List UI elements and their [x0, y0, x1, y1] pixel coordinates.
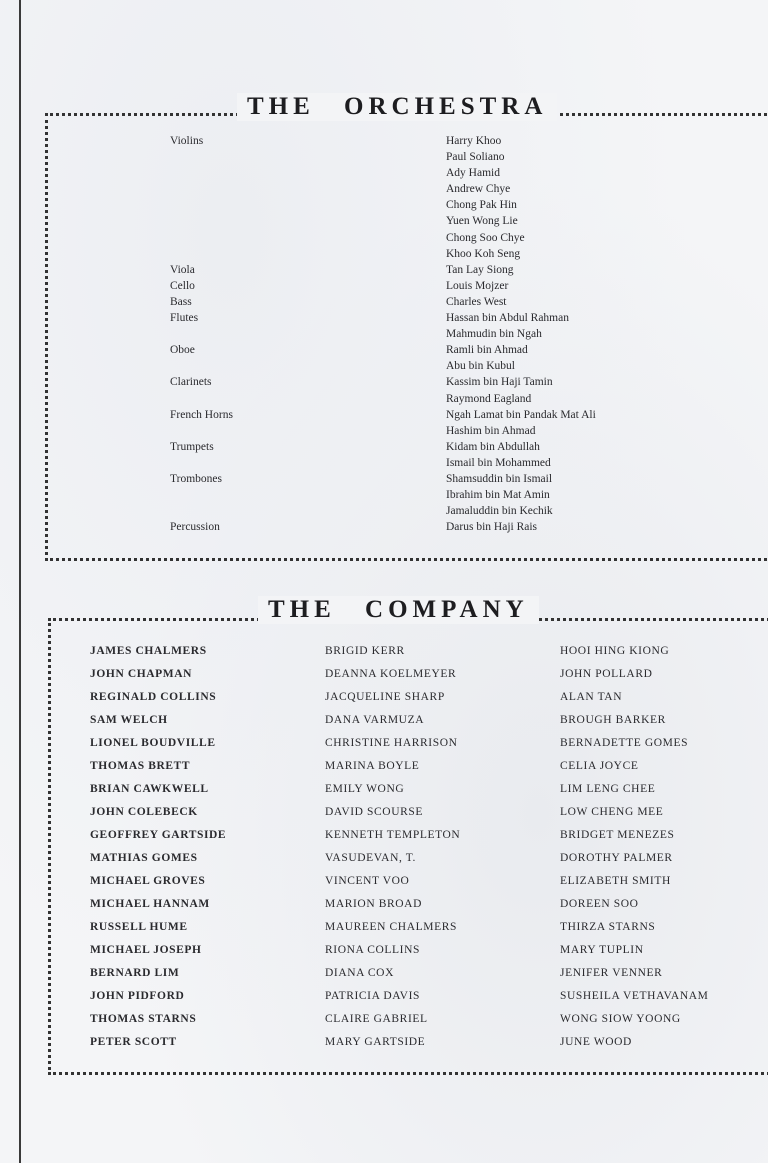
musician-name: Kidam bin Abdullah — [446, 440, 540, 453]
cast-member-name: MARY GARTSIDE — [325, 1036, 426, 1048]
cast-member-name: SAM WELCH — [90, 714, 168, 726]
cast-member-name: MATHIAS GOMES — [90, 852, 198, 864]
musician-name: Mahmudin bin Ngah — [446, 328, 542, 341]
cast-member-name: SUSHEILA VETHAVANAM — [560, 990, 709, 1002]
cast-member-name: DOROTHY PALMER — [560, 852, 673, 864]
cast-member-name: THOMAS BRETT — [90, 760, 191, 772]
cast-member-name: PATRICIA DAVIS — [325, 990, 420, 1002]
cast-member-name: JENIFER VENNER — [560, 967, 663, 979]
cast-member-name: MARION BROAD — [325, 898, 422, 910]
musician-name: Ramli bin Ahmad — [446, 344, 528, 357]
cast-member-name: MARY TUPLIN — [560, 944, 644, 956]
cast-member-name: THIRZA STARNS — [560, 921, 656, 933]
musician-name: Harry Khoo — [446, 135, 502, 147]
musician-name: Khoo Koh Seng — [446, 247, 521, 260]
cast-member-name: MAUREEN CHALMERS — [325, 921, 457, 933]
instrument-label — [170, 326, 446, 342]
instrument-label: Clarinets — [170, 376, 212, 389]
cast-member-name: DEANNA KOELMEYER — [325, 668, 457, 680]
cast-member-name: RUSSELL HUME — [90, 921, 188, 933]
company-column — [325, 641, 560, 1055]
instrument-label — [170, 487, 446, 503]
orchestra-row — [170, 294, 730, 310]
cast-member-name: JOHN CHAPMAN — [90, 668, 193, 680]
instrument-label: Oboe — [170, 344, 195, 357]
company-column — [90, 641, 325, 1055]
orchestra-row — [170, 181, 730, 197]
musician-name: Abu bin Kubul — [446, 360, 515, 373]
cast-member-name: EMILY WONG — [325, 783, 405, 795]
musician-name: Ngah Lamat bin Pandak Mat Ali — [446, 408, 596, 421]
instrument-label — [170, 503, 446, 519]
cast-member-name: BRIAN CAWKWELL — [90, 783, 209, 795]
musician-name: Chong Soo Chye — [446, 231, 525, 244]
orchestra-row — [170, 487, 730, 503]
cast-member-name: LIONEL BOUDVILLE — [90, 737, 216, 749]
cast-member-name: JUNE WOOD — [560, 1036, 632, 1048]
orchestra-row — [170, 391, 730, 407]
musician-name: Ibrahim bin Mat Amin — [446, 489, 550, 502]
cast-member-name: JAMES CHALMERS — [90, 645, 207, 657]
cast-member-name: WONG SIOW YOONG — [560, 1013, 681, 1025]
musician-name: Jamaluddin bin Kechik — [446, 505, 553, 518]
instrument-label — [170, 149, 446, 165]
cast-member-name: RIONA COLLINS — [325, 944, 421, 956]
orchestra-row — [170, 471, 730, 487]
cast-member-name: BRIDGET MENEZES — [560, 829, 675, 841]
orchestra-row — [170, 342, 730, 358]
musician-name: Ismail bin Mohammed — [446, 456, 551, 469]
cast-member-name: MICHAEL GROVES — [90, 875, 206, 887]
cast-member-name: CELIA JOYCE — [560, 760, 639, 772]
instrument-label — [170, 181, 446, 197]
cast-member-name: MICHAEL JOSEPH — [90, 944, 202, 956]
binding-edge — [19, 0, 21, 1163]
musician-name: Hashim bin Ahmad — [446, 424, 536, 437]
orchestra-row — [170, 439, 730, 455]
orchestra-row — [170, 213, 730, 229]
cast-member-name: LIM LENG CHEE — [560, 783, 656, 795]
instrument-label — [170, 358, 446, 374]
musician-name: Kassim bin Haji Tamin — [446, 376, 553, 389]
instrument-label — [170, 391, 446, 407]
cast-member-name: ALAN TAN — [560, 691, 623, 703]
cast-member-name: BRIGID KERR — [325, 645, 405, 657]
musician-name: Louis Mojzer — [446, 279, 509, 292]
instrument-label — [170, 230, 446, 246]
instrument-label: Viola — [170, 263, 195, 276]
cast-member-name: VINCENT VOO — [325, 875, 410, 887]
cast-member-name: CLAIRE GABRIEL — [325, 1013, 428, 1025]
orchestra-row — [170, 246, 730, 262]
musician-name: Raymond Eagland — [446, 392, 532, 405]
cast-member-name: DANA VARMUZA — [325, 714, 425, 726]
cast-member-name: LOW CHENG MEE — [560, 806, 664, 818]
musician-name: Shamsuddin bin Ismail — [446, 472, 553, 485]
orchestra-row — [170, 149, 730, 165]
cast-member-name: DOREEN SOO — [560, 898, 639, 910]
cast-member-name: MICHAEL HANNAM — [90, 898, 210, 910]
instrument-label: Trumpets — [170, 440, 214, 453]
orchestra-row — [170, 503, 730, 519]
musician-name: Darus bin Haji Rais — [446, 521, 538, 534]
musician-name: Chong Pak Hin — [446, 199, 517, 212]
orchestra-row — [170, 278, 730, 294]
musician-name: Yuen Wong Lie — [446, 215, 518, 228]
instrument-label — [170, 423, 446, 439]
cast-member-name: VASUDEVAN, T. — [325, 852, 416, 864]
cast-member-name: JACQUELINE SHARP — [325, 691, 445, 703]
cast-member-name: BROUGH BARKER — [560, 714, 666, 726]
orchestra-row — [170, 197, 730, 213]
cast-member-name: CHRISTINE HARRISON — [325, 737, 458, 749]
instrument-label: Violins — [170, 135, 204, 147]
musician-name: Ady Hamid — [446, 167, 500, 180]
orchestra-row — [170, 358, 730, 374]
orchestra-row — [170, 407, 730, 423]
instrument-label: Trombones — [170, 472, 222, 485]
cast-member-name: HOOI HING KIONG — [560, 645, 670, 657]
instrument-label: Flutes — [170, 312, 199, 325]
instrument-label: Percussion — [170, 521, 220, 534]
company-heading: THE COMPANY — [258, 596, 539, 624]
instrument-label: French Horns — [170, 408, 233, 421]
orchestra-row — [170, 262, 730, 278]
cast-member-name: THOMAS STARNS — [90, 1013, 197, 1025]
cast-member-name: DAVID SCOURSE — [325, 806, 424, 818]
cast-member-name: REGINALD COLLINS — [90, 691, 217, 703]
cast-member-name: PETER SCOTT — [90, 1036, 177, 1048]
orchestra-row — [170, 230, 730, 246]
musician-name: Paul Soliano — [446, 151, 505, 164]
cast-member-name: ELIZABETH SMITH — [560, 875, 671, 887]
cast-member-name: BERNADETTE GOMES — [560, 737, 689, 749]
cast-member-name: JOHN COLEBECK — [90, 806, 198, 818]
orchestra-row — [170, 455, 730, 471]
musician-name: Charles West — [446, 295, 507, 308]
musician-name: Hassan bin Abdul Rahman — [446, 312, 569, 325]
cast-member-name: BERNARD LIM — [90, 967, 180, 979]
cast-member-name: KENNETH TEMPLETON — [325, 829, 461, 841]
instrument-label: Bass — [170, 295, 192, 308]
musician-name: Andrew Chye — [446, 183, 511, 196]
cast-member-name: DIANA COX — [325, 967, 394, 979]
instrument-label — [170, 213, 446, 229]
orchestra-list — [170, 133, 730, 535]
cast-member-name: MARINA BOYLE — [325, 760, 420, 772]
musician-name: Tan Lay Siong — [446, 263, 514, 276]
orchestra-row — [170, 423, 730, 439]
orchestra-row — [170, 326, 730, 342]
company-column — [560, 641, 708, 1055]
instrument-label: Cello — [170, 279, 195, 292]
orchestra-heading: THE ORCHESTRA — [237, 93, 557, 121]
cast-member-name: JOHN PIDFORD — [90, 990, 185, 1002]
orchestra-row — [170, 374, 730, 390]
cast-member-name: GEOFFREY GARTSIDE — [90, 829, 227, 841]
company-list — [90, 641, 708, 1055]
instrument-label — [170, 165, 446, 181]
orchestra-row — [170, 310, 730, 326]
instrument-label — [170, 197, 446, 213]
instrument-label — [170, 455, 446, 471]
orchestra-row — [170, 165, 730, 181]
instrument-label — [170, 246, 446, 262]
cast-member-name: JOHN POLLARD — [560, 668, 653, 680]
orchestra-row — [170, 133, 730, 149]
orchestra-row — [170, 519, 730, 535]
